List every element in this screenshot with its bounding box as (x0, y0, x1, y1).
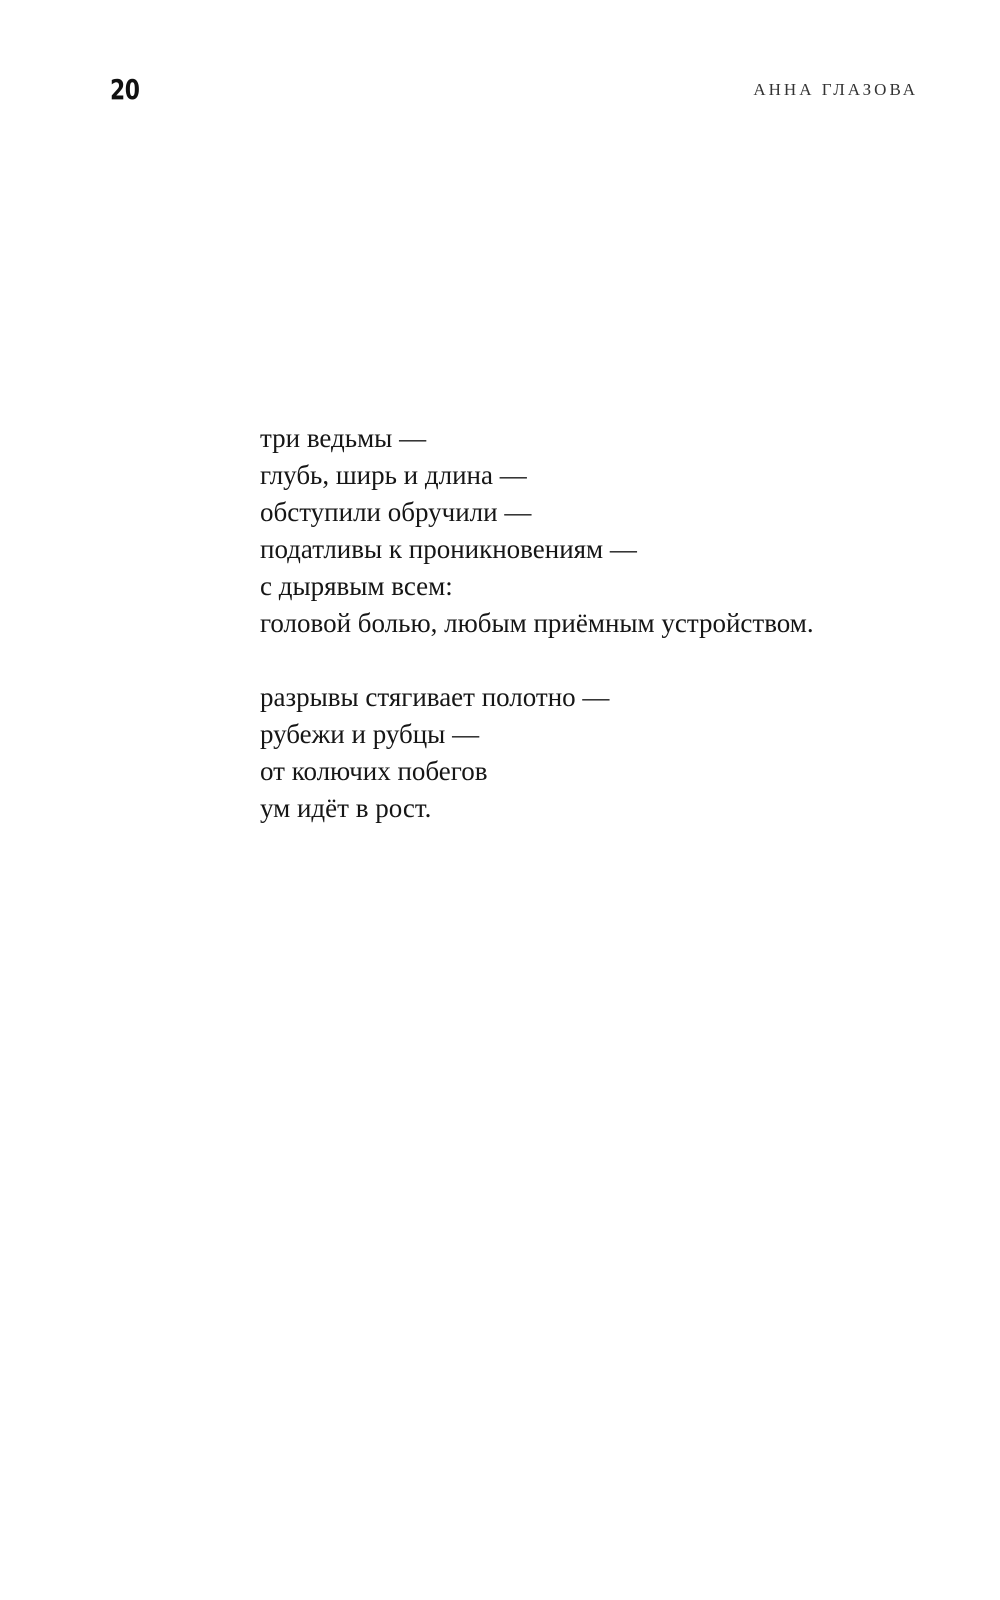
poem-line: разрывы стягивает полотно — (260, 682, 610, 712)
poem-line: обступили обручили — (260, 497, 532, 527)
poem-line: от колючих побегов (260, 756, 488, 786)
page-number: 20 (110, 73, 140, 106)
poem-line: податливы к проникновениям — (260, 534, 637, 564)
stanza-2 (260, 679, 814, 827)
poem (260, 420, 814, 827)
poem-line: глубь, ширь и длина — (260, 460, 527, 490)
running-head (110, 70, 918, 110)
poem-line: рубежи и рубцы — (260, 719, 480, 749)
poem-line: головой болью, любым приёмным устройством. (260, 608, 814, 638)
stanza-1 (260, 420, 814, 642)
poem-line: три ведьмы — (260, 423, 427, 453)
poem-line: с дырявым всем: (260, 571, 453, 601)
author-name: АННА ГЛАЗОВА (753, 80, 918, 99)
poem-line: ум идёт в рост. (260, 793, 432, 823)
